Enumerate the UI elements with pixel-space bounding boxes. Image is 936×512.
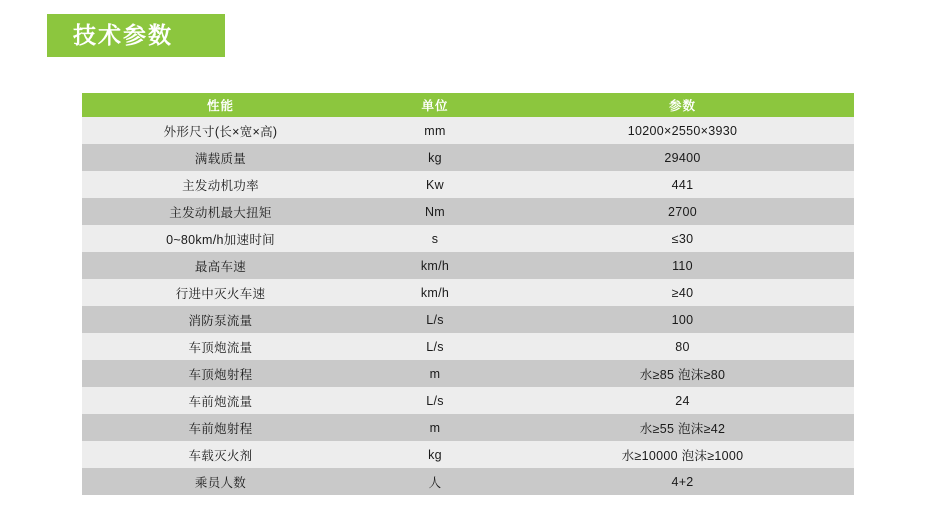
cell-value: ≥40 xyxy=(511,279,854,306)
cell-value: 水≥10000 泡沫≥1000 xyxy=(511,441,854,468)
table-row xyxy=(82,360,854,387)
cell-value: 24 xyxy=(511,387,854,414)
cell-unit: L/s xyxy=(359,387,511,414)
table-row xyxy=(82,468,854,495)
cell-parameter-name: 0~80km/h加速时间 xyxy=(82,225,359,252)
cell-parameter-name: 车载灭火剂 xyxy=(82,441,359,468)
cell-parameter-name: 乘员人数 xyxy=(82,468,359,495)
cell-unit: 人 xyxy=(359,468,511,495)
table-row xyxy=(82,306,854,333)
cell-unit: L/s xyxy=(359,333,511,360)
column-header-unit: 单位 xyxy=(359,93,511,117)
page-title: 技术参数 xyxy=(73,22,173,48)
cell-unit: m xyxy=(359,360,511,387)
table-row xyxy=(82,225,854,252)
cell-value: 80 xyxy=(511,333,854,360)
table-row xyxy=(82,279,854,306)
cell-unit: s xyxy=(359,225,511,252)
cell-unit: Kw xyxy=(359,171,511,198)
cell-value: 441 xyxy=(511,171,854,198)
cell-value: 29400 xyxy=(511,144,854,171)
cell-parameter-name: 满载质量 xyxy=(82,144,359,171)
cell-unit: m xyxy=(359,414,511,441)
cell-value: 10200×2550×3930 xyxy=(511,117,854,144)
table-body xyxy=(82,117,854,495)
table-row xyxy=(82,144,854,171)
table-head xyxy=(82,93,854,117)
cell-unit: Nm xyxy=(359,198,511,225)
table-header-row xyxy=(82,93,854,117)
cell-value: 4+2 xyxy=(511,468,854,495)
cell-parameter-name: 主发动机最大扭矩 xyxy=(82,198,359,225)
cell-value: 110 xyxy=(511,252,854,279)
cell-unit: km/h xyxy=(359,279,511,306)
table-row xyxy=(82,252,854,279)
cell-unit: mm xyxy=(359,117,511,144)
table-row xyxy=(82,117,854,144)
cell-unit: L/s xyxy=(359,306,511,333)
cell-unit: kg xyxy=(359,144,511,171)
cell-unit: kg xyxy=(359,441,511,468)
table-row xyxy=(82,333,854,360)
cell-parameter-name: 最高车速 xyxy=(82,252,359,279)
column-header-name: 性能 xyxy=(82,93,359,117)
cell-parameter-name: 车顶炮流量 xyxy=(82,333,359,360)
cell-parameter-name: 车前炮流量 xyxy=(82,387,359,414)
cell-parameter-name: 车顶炮射程 xyxy=(82,360,359,387)
cell-value: 2700 xyxy=(511,198,854,225)
cell-value: 水≥55 泡沫≥42 xyxy=(511,414,854,441)
column-header-value: 参数 xyxy=(511,93,854,117)
cell-parameter-name: 外形尺寸(长×宽×高) xyxy=(82,117,359,144)
table-row xyxy=(82,387,854,414)
cell-parameter-name: 车前炮射程 xyxy=(82,414,359,441)
section-title-banner xyxy=(47,14,225,57)
table-row xyxy=(82,441,854,468)
cell-parameter-name: 主发动机功率 xyxy=(82,171,359,198)
cell-value: 100 xyxy=(511,306,854,333)
table-row xyxy=(82,198,854,225)
table-row xyxy=(82,171,854,198)
cell-unit: km/h xyxy=(359,252,511,279)
cell-value: 水≥85 泡沫≥80 xyxy=(511,360,854,387)
cell-value: ≤30 xyxy=(511,225,854,252)
technical-parameters-table xyxy=(82,93,854,495)
table-row xyxy=(82,414,854,441)
cell-parameter-name: 行进中灭火车速 xyxy=(82,279,359,306)
cell-parameter-name: 消防泵流量 xyxy=(82,306,359,333)
